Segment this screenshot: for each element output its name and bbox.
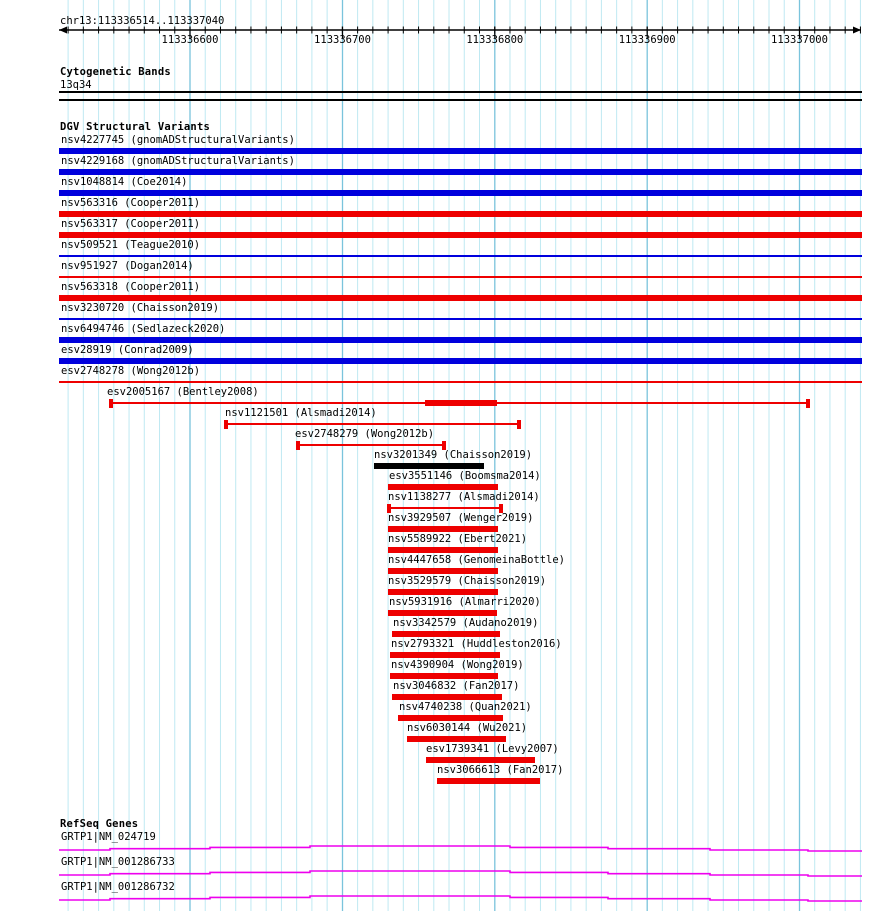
variant-bar[interactable]	[437, 778, 540, 784]
gene-label[interactable]: GRTP1|NM_001286732	[61, 881, 175, 893]
variant-bar[interactable]	[59, 337, 862, 343]
variant-range-line[interactable]	[297, 444, 445, 447]
variant-bar[interactable]	[407, 736, 506, 742]
ruler-tick-label: 113336700	[314, 34, 371, 46]
variant-label[interactable]: nsv4229168 (gnomADStructuralVariants)	[61, 155, 295, 167]
gene-model[interactable]	[59, 846, 862, 851]
variant-label[interactable]: nsv563316 (Cooper2011)	[61, 197, 201, 209]
variant-label[interactable]: nsv3342579 (Audano2019)	[393, 617, 539, 629]
variant-bar[interactable]	[390, 652, 500, 658]
variant-bar[interactable]	[388, 547, 498, 553]
variant-range-endcap-left	[224, 420, 228, 429]
variant-bar[interactable]	[392, 694, 502, 700]
cytoband-name-label: 13q34	[60, 79, 92, 91]
variant-bar[interactable]	[374, 463, 484, 469]
variant-label[interactable]: nsv5589922 (Ebert2021)	[388, 533, 528, 545]
variant-label[interactable]: nsv1138277 (Alsmadi2014)	[388, 491, 540, 503]
variant-bar[interactable]	[388, 589, 498, 595]
variant-label[interactable]: nsv4390904 (Wong2019)	[391, 659, 524, 671]
variant-label[interactable]: nsv1121501 (Alsmadi2014)	[225, 407, 377, 419]
variant-line[interactable]	[59, 276, 862, 278]
variant-label[interactable]: esv28919 (Conrad2009)	[61, 344, 194, 356]
variant-bar[interactable]	[398, 715, 503, 721]
variant-label[interactable]: nsv6494746 (Sedlazeck2020)	[61, 323, 226, 335]
variant-label[interactable]: esv2748279 (Wong2012b)	[295, 428, 435, 440]
variant-bar[interactable]	[59, 169, 862, 175]
variant-bar[interactable]	[59, 211, 862, 217]
region-coordinates-label: chr13:113336514..113337040	[60, 15, 225, 27]
variant-line[interactable]	[59, 255, 862, 257]
gene-model[interactable]	[59, 871, 862, 876]
variant-bar[interactable]	[59, 295, 862, 301]
variant-label[interactable]: nsv4740238 (Quan2021)	[399, 701, 532, 713]
ruler-tick-label: 113337000	[771, 34, 828, 46]
variant-bar[interactable]	[388, 484, 498, 490]
variant-bar[interactable]	[59, 190, 862, 196]
ruler-arrow-right-icon	[853, 27, 861, 34]
variant-label[interactable]: nsv1048814 (Coe2014)	[61, 176, 188, 188]
variant-label[interactable]: nsv3529579 (Chaisson2019)	[388, 575, 547, 587]
variant-bar[interactable]	[59, 148, 862, 154]
gene-label[interactable]: GRTP1|NM_024719	[61, 831, 156, 843]
variant-label[interactable]: nsv3201349 (Chaisson2019)	[374, 449, 533, 461]
section-header-cytogenetic-bands: Cytogenetic Bands	[60, 66, 171, 78]
variant-label[interactable]: esv2748278 (Wong2012b)	[61, 365, 201, 377]
variant-line[interactable]	[59, 318, 862, 320]
variant-label[interactable]: nsv3066613 (Fan2017)	[437, 764, 564, 776]
variant-label[interactable]: nsv3929507 (Wenger2019)	[388, 512, 534, 524]
variant-label[interactable]: nsv5931916 (Almarri2020)	[389, 596, 541, 608]
variant-bar[interactable]	[388, 610, 497, 616]
section-header-dgv-structural-variants: DGV Structural Variants	[60, 121, 210, 133]
section-header-refseq-genes: RefSeq Genes	[60, 818, 139, 830]
gene-label[interactable]: GRTP1|NM_001286733	[61, 856, 175, 868]
variant-range-endcap-right	[517, 420, 521, 429]
ruler-tick-label: 113336900	[618, 34, 676, 46]
variant-bar[interactable]	[426, 757, 535, 763]
variant-label[interactable]: nsv6030144 (Wu2021)	[407, 722, 528, 734]
variant-bar[interactable]	[59, 358, 862, 364]
variant-range-endcap-left	[296, 441, 300, 450]
variant-thick-segment[interactable]	[425, 400, 497, 406]
variant-bar[interactable]	[59, 232, 862, 238]
variant-bar[interactable]	[390, 673, 498, 679]
variant-label[interactable]: esv1739341 (Levy2007)	[426, 743, 559, 755]
variant-label[interactable]: nsv563317 (Cooper2011)	[61, 218, 201, 230]
ruler-tick-label: 113336600	[161, 34, 219, 46]
variant-bar[interactable]	[388, 526, 498, 532]
variant-label[interactable]: nsv3046832 (Fan2017)	[393, 680, 520, 692]
variant-range-line[interactable]	[388, 507, 502, 510]
variant-label[interactable]: nsv4447658 (GenomeinaBottle)	[388, 554, 566, 566]
variant-range-endcap-left	[109, 399, 113, 408]
variant-label[interactable]: esv2005167 (Bentley2008)	[107, 386, 259, 398]
variant-line[interactable]	[59, 381, 862, 383]
variant-label[interactable]: nsv951927 (Dogan2014)	[61, 260, 194, 272]
variant-label[interactable]: nsv3230720 (Chaisson2019)	[61, 302, 220, 314]
variant-bar[interactable]	[388, 568, 498, 574]
variant-label[interactable]: nsv509521 (Teague2010)	[61, 239, 201, 251]
variant-range-line[interactable]	[225, 423, 520, 426]
variant-label[interactable]: nsv563318 (Cooper2011)	[61, 281, 201, 293]
ruler-arrow-left-icon	[59, 27, 67, 34]
variant-bar[interactable]	[392, 631, 500, 637]
ruler-tick-label: 113336800	[466, 34, 524, 46]
variant-label[interactable]: esv3551146 (Boomsma2014)	[389, 470, 541, 482]
variant-label[interactable]: nsv2793321 (Huddleston2016)	[391, 638, 562, 650]
gene-model[interactable]	[59, 896, 862, 901]
variant-range-endcap-right	[806, 399, 810, 408]
variant-label[interactable]: nsv4227745 (gnomADStructuralVariants)	[61, 134, 295, 146]
